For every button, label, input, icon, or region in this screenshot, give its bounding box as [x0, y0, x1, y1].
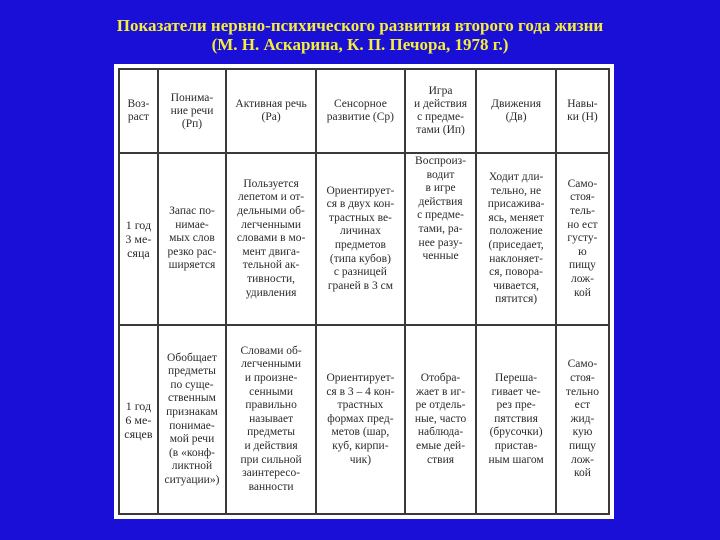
- cell-sensory-development: Ориентирует- ся в двух кон- трастных ве- личинах предметов (типа кубов) с разницей граней в 3 см: [316, 153, 405, 325]
- table-row: [119, 325, 609, 514]
- header-age: Воз- раст: [119, 69, 158, 153]
- cell-speech-understanding: Обобщает предметы по суще- ственным признакам понимае- мой речи (в «конф- ликтной ситуации»): [158, 325, 226, 514]
- cell-sensory-development: Ориентирует- ся в 3 – 4 кон- трастных формах пред- метов (шар, куб, кирпи- чик): [316, 325, 405, 514]
- header-play-actions: Игра и действия с предме- тами (Ип): [405, 69, 476, 153]
- cell-play-actions: Воспроиз- водит в игре действия с предме- тами, ра- нее разу- ченные: [405, 153, 476, 325]
- cell-active-speech: Пользуется лепетом и от- дельными об- легченными словами в мо- мент двига- тельной ак- тивности, удивления: [226, 153, 316, 325]
- title-line-1: Показатели нервно-психического развития второго года жизни: [116, 16, 604, 35]
- cell-active-speech: Словами об- легченными и произне- сенными правильно называет предметы и действия при сильной заинтересо- ванности: [226, 325, 316, 514]
- scanned-table-image: [114, 64, 614, 519]
- cell-movements: Переша- гивает че- рез пре- пятствия (брусочки) пристав- ным шагом: [476, 325, 556, 514]
- cell-speech-understanding: Запас по- нимае- мых слов резко рас- ширяется: [158, 153, 226, 325]
- cell-age: 1 год 6 ме- сяцев: [119, 325, 158, 514]
- cell-skills: Само- стоя- тельно ест жид- кую пищу лож- кой: [556, 325, 609, 514]
- cell-age: 1 год 3 ме- сяца: [119, 153, 158, 325]
- header-sensory-development: Сенсорное развитие (Ср): [316, 69, 405, 153]
- header-skills: Навы- ки (Н): [556, 69, 609, 153]
- slide-title: [0, 16, 720, 54]
- title-line-2: (М. Н. Аскарина, К. П. Печора, 1978 г.): [211, 35, 509, 54]
- cell-skills: Само- стоя- тель- но ест густу- ю пищу лож- кой: [556, 153, 609, 325]
- header-row: [119, 69, 609, 153]
- development-table: [118, 68, 610, 515]
- header-speech-understanding: Понима- ние речи (Рп): [158, 69, 226, 153]
- header-active-speech: Активная речь (Ра): [226, 69, 316, 153]
- header-movements: Движения (Дв): [476, 69, 556, 153]
- cell-movements: Ходит дли- тельно, не присажива- ясь, меняет положение (приседает, наклоняет- ся, повора- чивается, пятится): [476, 153, 556, 325]
- table-row: [119, 153, 609, 325]
- cell-play-actions: Отобра- жает в иг- ре отдель- ные, часто наблюда- емые дей- ствия: [405, 325, 476, 514]
